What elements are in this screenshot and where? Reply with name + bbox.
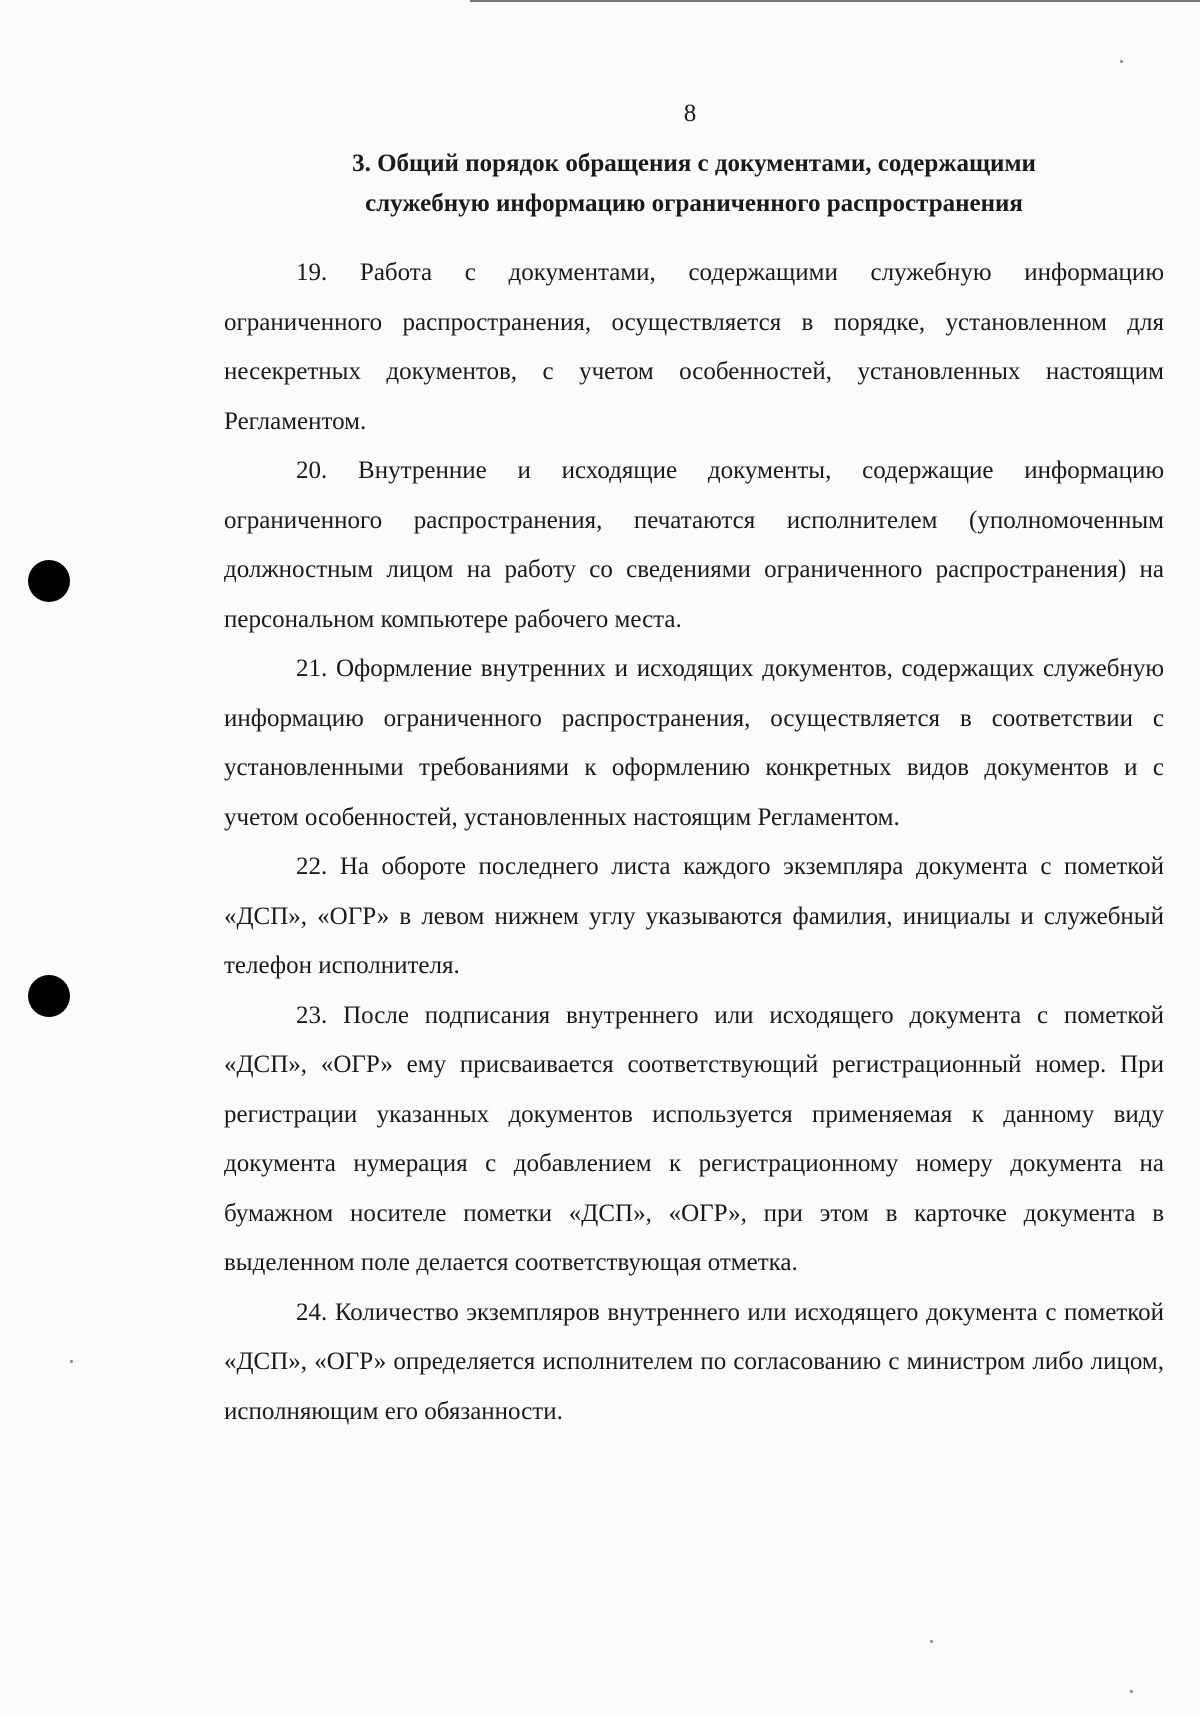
scan-speck (1130, 1690, 1133, 1693)
paragraph-24: 24. Количество экземпляров внутреннего или исходящего документа с пометкой «ДСП», «ОГР» определяется исполнителем по согласованию с министром либо лицом, исполняющим его обязанности. (224, 1298, 1164, 1425)
paragraph-23: 23. После подписания внутреннего или исходящего документа с пометкой «ДСП», «ОГР» ему присваивается соответствующий регистрационный номер. При регистрации указанных документов используется применяемая к данному виду документа нумерация с добавлением к регистрационному номеру документа на бумажном носителе пометки «ДСП», «ОГР», при этом в карточке документа в выделенном поле делается соответствующая отметка. (224, 1001, 1164, 1276)
paragraph-22: 22. На обороте последнего листа каждого экземпляра документа с пометкой «ДСП», «ОГР» в левом нижнем углу указываются фамилия, инициалы и служебный телефон исполнителя. (224, 853, 1164, 979)
scan-speck (70, 1360, 73, 1363)
paragraph-20: 20. Внутренние и исходящие документы, содержащие информацию ограниченного распространения, печатаются исполнителем (уполномоченным должностным лицом на работу со сведениями ограниченного распространения) на персональном компьютере рабочего места. (224, 457, 1164, 633)
section-heading-line-1: 3. Общий порядок обращения с документами, содержащими (352, 150, 1036, 177)
page-number: 8 (683, 100, 697, 127)
document-body (224, 248, 1164, 1436)
section-heading-line-2: служебную информацию ограниченного распространения (365, 190, 1023, 217)
scan-speck (1120, 60, 1123, 63)
scan-edge-line (470, 0, 1200, 2)
punch-hole-bottom (28, 975, 70, 1017)
scan-speck (930, 1640, 933, 1643)
paragraph-19: 19. Работа с документами, содержащими служебную информацию ограниченного распространения, осуществляется в порядке, установленном для несекретных документов, с учетом особенностей, установленных настоящим Регламентом. (224, 259, 1164, 435)
paragraph-21: 21. Оформление внутренних и исходящих документов, содержащих служебную информацию ограниченного распространения, осуществляется в соответствии с установленными требованиями к оформлению конкретных видов документов и с учетом особенностей, установленных настоящим Регламентом. (224, 655, 1164, 831)
punch-hole-top (28, 560, 70, 602)
section-heading (224, 144, 1164, 224)
